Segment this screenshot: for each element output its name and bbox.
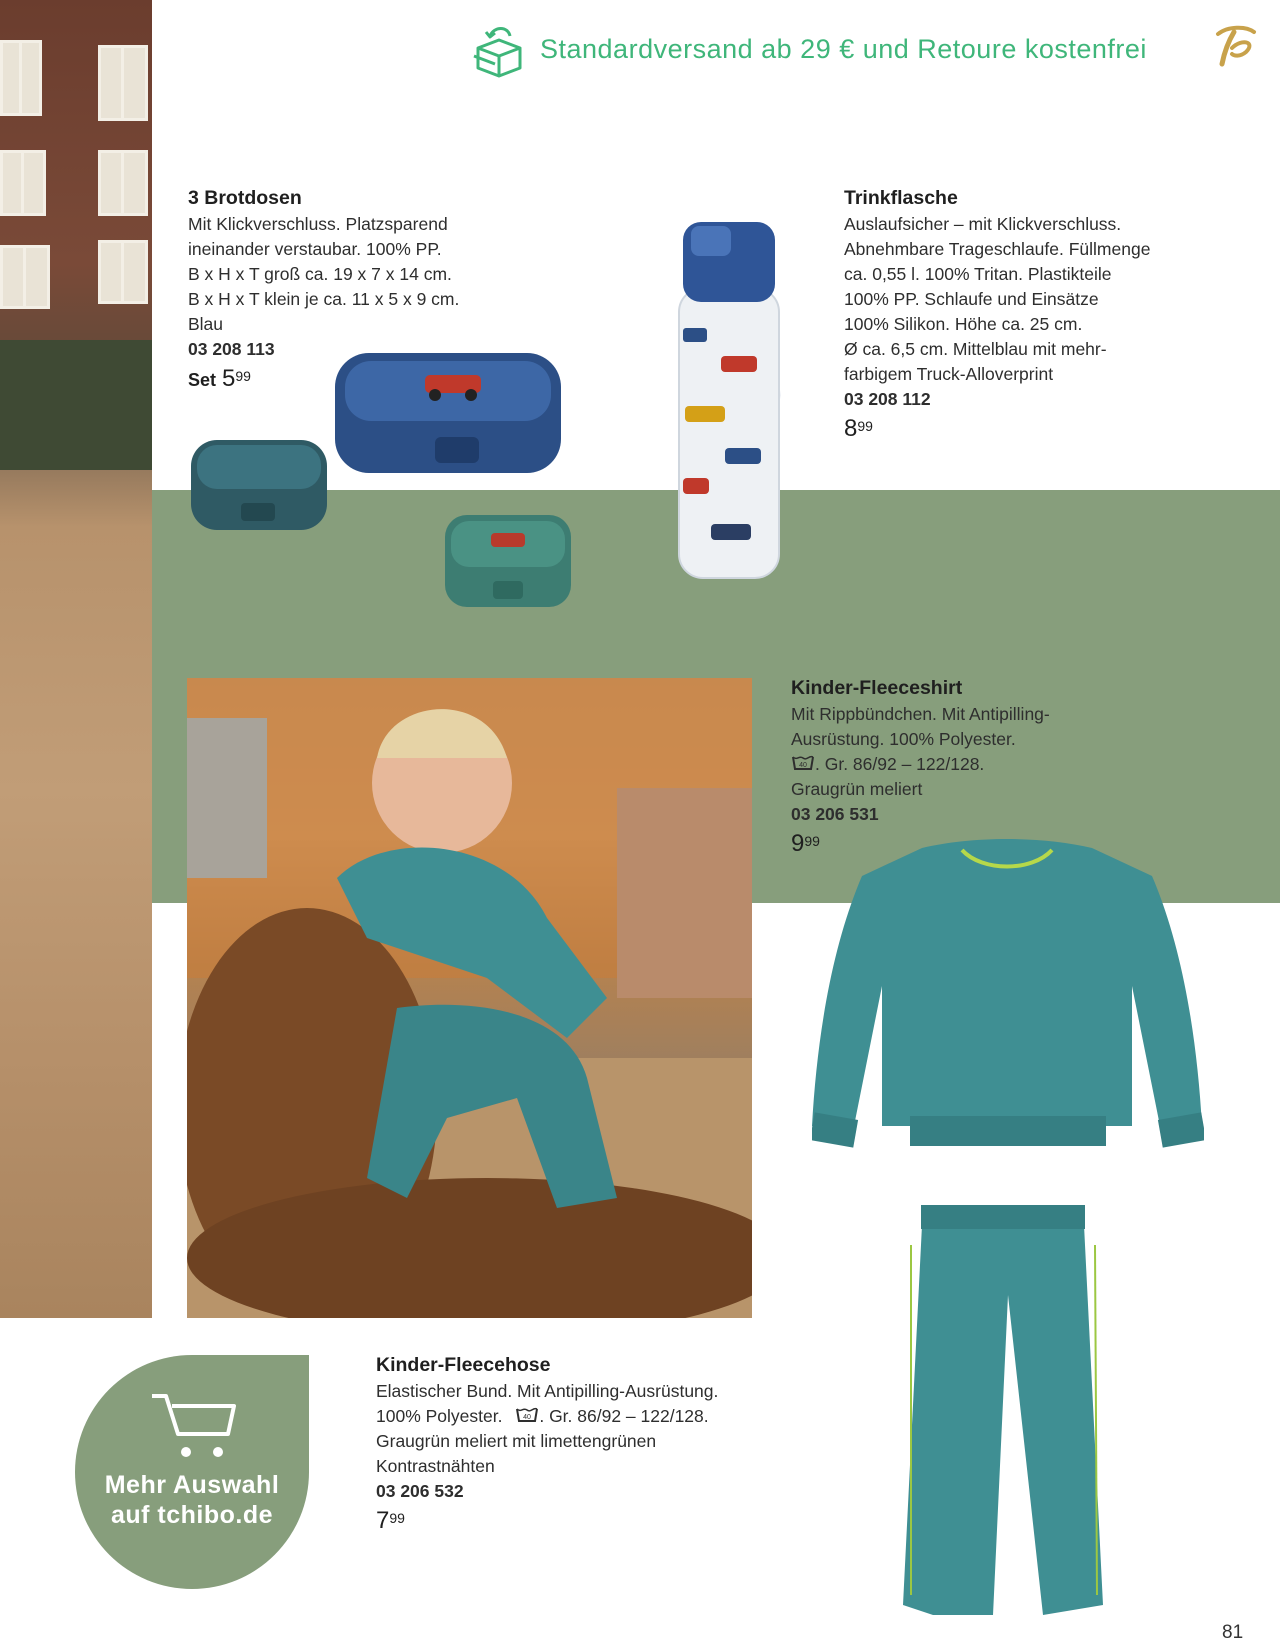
building-window bbox=[0, 245, 50, 309]
material: 100% Polyester. bbox=[376, 1406, 503, 1426]
product-title: Trinkflasche bbox=[844, 187, 958, 209]
size-range: . Gr. 86/92 – 122/128. bbox=[815, 754, 985, 774]
lunchbox-set-image bbox=[185, 345, 585, 615]
more-line-2: auf tchibo.de bbox=[110, 1501, 274, 1529]
shopping-cart-icon bbox=[150, 1392, 236, 1462]
product-fleeceshirt bbox=[791, 674, 1050, 856]
description-line bbox=[376, 1404, 718, 1429]
child-in-leaves-photo bbox=[187, 678, 752, 1318]
more-selection-text[interactable] bbox=[75, 1470, 309, 1530]
description-line bbox=[791, 752, 1050, 777]
description-line: Auslaufsicher – mit Klickverschluss. bbox=[844, 214, 1122, 234]
description-line: ineinander verstaubar. 100% PP. bbox=[188, 239, 442, 259]
hedge bbox=[0, 340, 152, 470]
price-cents: 99 bbox=[235, 368, 251, 384]
description-line: Kontrastnähten bbox=[376, 1456, 495, 1476]
size-range: . Gr. 86/92 – 122/128. bbox=[539, 1406, 709, 1426]
tchibo-logo-icon bbox=[1212, 22, 1258, 68]
description-line: Mit Klickverschluss. Platzsparend bbox=[188, 214, 448, 234]
wash-temperature: 40 bbox=[799, 762, 807, 769]
description-line: Ø ca. 6,5 cm. Mittelblau mit mehr- bbox=[844, 339, 1107, 359]
description-line: Graugrün meliert bbox=[791, 779, 923, 799]
page-number: 81 bbox=[1222, 1622, 1244, 1643]
description-line: Blau bbox=[188, 314, 224, 334]
wash-40-icon bbox=[791, 754, 815, 772]
description-line: 100% Silikon. Höhe ca. 25 cm. bbox=[844, 314, 1083, 334]
product-fleecehose bbox=[376, 1351, 718, 1533]
price bbox=[844, 416, 1150, 441]
price-main: 5 bbox=[222, 365, 236, 392]
description-line: 100% PP. Schlaufe und Einsätze bbox=[844, 289, 1099, 309]
article-number: 03 208 113 bbox=[188, 339, 275, 359]
description-line: Mit Rippbündchen. Mit Antipilling- bbox=[791, 704, 1050, 724]
product-title: Kinder-Fleeceshirt bbox=[791, 677, 963, 699]
description-line: Ausrüstung. 100% Polyester. bbox=[791, 729, 1016, 749]
product-trinkflasche bbox=[844, 184, 1150, 441]
description-line: Abnehmbare Trageschlaufe. Füllmenge bbox=[844, 239, 1151, 259]
water-bottle-image bbox=[665, 218, 815, 580]
price-cents: 99 bbox=[389, 1510, 405, 1526]
wash-40-icon bbox=[515, 1406, 539, 1424]
package-return-icon bbox=[470, 22, 528, 78]
building-window bbox=[0, 150, 46, 216]
price-cents: 99 bbox=[857, 418, 873, 434]
price-main: 7 bbox=[376, 1507, 390, 1534]
photo-illustration bbox=[187, 678, 752, 1318]
building-window bbox=[98, 240, 148, 304]
price-cents: 99 bbox=[804, 833, 820, 849]
wash-temperature: 40 bbox=[523, 1414, 532, 1421]
description-line: B x H x T klein je ca. 11 x 5 x 9 cm. bbox=[188, 289, 460, 309]
price-unit: Set bbox=[188, 370, 217, 390]
fleecehose-image bbox=[893, 1205, 1113, 1625]
price-main: 9 bbox=[791, 830, 805, 857]
article-number: 03 206 532 bbox=[376, 1481, 464, 1501]
price-main: 8 bbox=[844, 415, 858, 442]
description-line: ca. 0,55 l. 100% Tritan. Plastikteile bbox=[844, 264, 1112, 284]
building-window bbox=[0, 40, 42, 116]
fleeceshirt-image bbox=[812, 836, 1204, 1196]
left-background-photo bbox=[0, 0, 152, 1318]
article-number: 03 208 112 bbox=[844, 389, 931, 409]
shipping-banner: Standardversand ab 29 € und Retoure kostenfrei bbox=[540, 34, 1147, 64]
building-window bbox=[98, 150, 148, 216]
price bbox=[376, 1508, 718, 1533]
description-line: Elastischer Bund. Mit Antipilling-Ausrüstung. bbox=[376, 1381, 719, 1401]
description-line: farbigem Truck-Alloverprint bbox=[844, 364, 1054, 384]
description-line: B x H x T groß ca. 19 x 7 x 14 cm. bbox=[188, 264, 452, 284]
building-window bbox=[98, 45, 148, 121]
description-line: Graugrün meliert mit limettengrünen bbox=[376, 1431, 657, 1451]
article-number: 03 206 531 bbox=[791, 804, 879, 824]
product-title: Kinder-Fleecehose bbox=[376, 1354, 551, 1376]
more-line-1: Mehr Auswahl bbox=[104, 1471, 280, 1499]
product-title: 3 Brotdosen bbox=[188, 187, 302, 209]
